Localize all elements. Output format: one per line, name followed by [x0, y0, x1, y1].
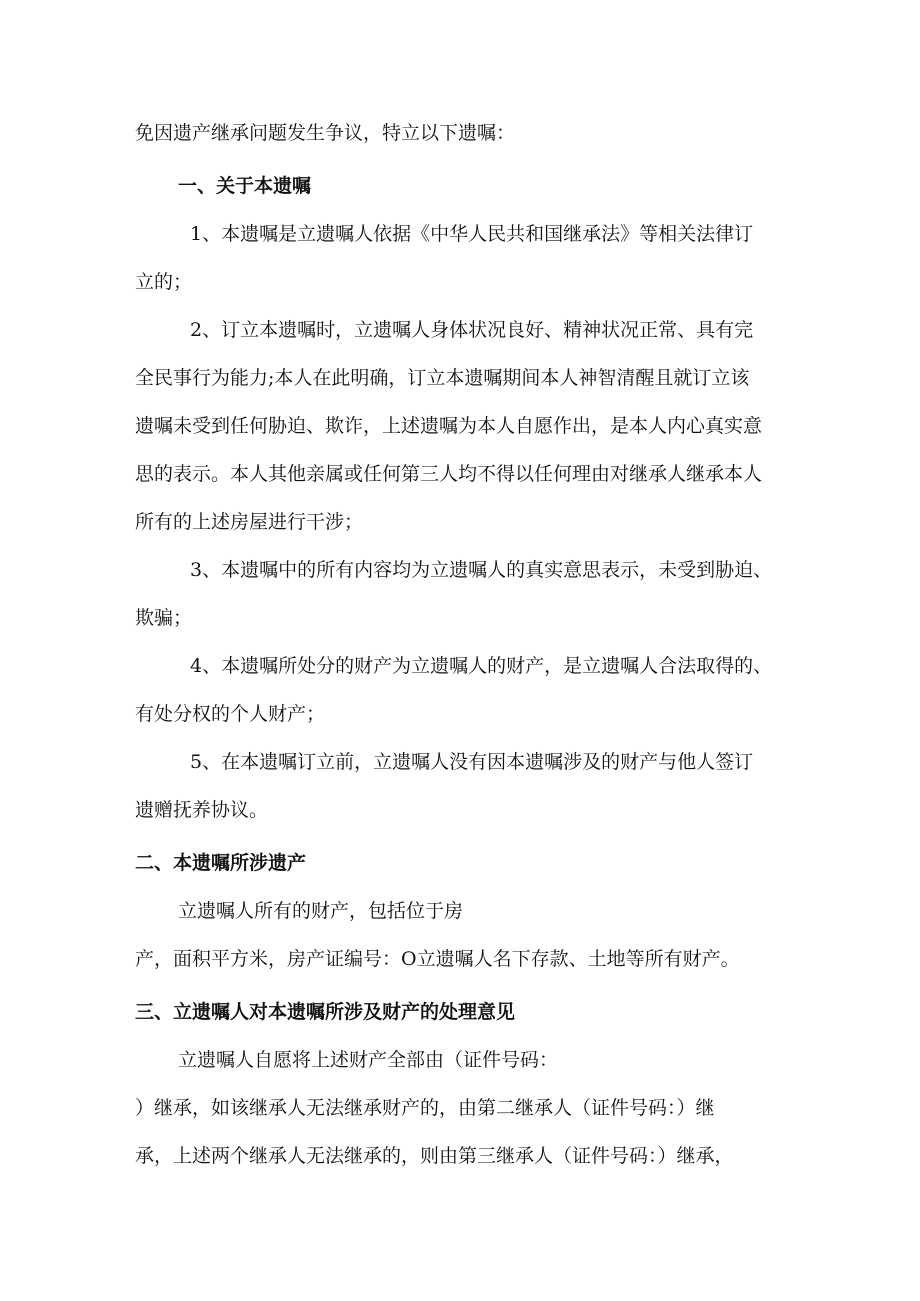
section-2-line-2: 产，面积平方米，房产证编号：O立遗嘱人名下存款、土地等所有财产。 — [135, 948, 740, 970]
item-2-line-2: 全民事行为能力;本人在此明确，订立本遗嘱期间本人神智清醒且就订立该 — [135, 367, 750, 389]
item-3-line-1: 3、本遗嘱中的所有内容均为立遗嘱人的真实意思表示，未受到胁迫、 — [190, 559, 773, 581]
item-1-line-2: 立的； — [135, 271, 193, 293]
section-1-heading: 一、关于本遗嘱 — [178, 175, 312, 197]
section-3-line-1: 立遗嘱人自愿将上述财产全部由（证件号码： — [178, 1049, 559, 1071]
section-2-line-1: 立遗嘱人所有的财产，包括位于房 — [178, 900, 464, 922]
item-5-line-1: 5、在本遗嘱订立前，立遗嘱人没有因本遗嘱涉及的财产与他人签订 — [190, 751, 754, 773]
item-1-line-1: 1、本遗嘱是立遗嘱人依据《中华人民共和国继承法》等相关法律订 — [190, 223, 754, 245]
section-3-heading: 三、立遗嘱人对本遗嘱所涉及财产的处理意见 — [135, 1001, 516, 1023]
intro-line: 免因遗产继承问题发生争议，特立以下遗嘱： — [135, 122, 516, 144]
item-3-line-2: 欺骗； — [135, 607, 193, 629]
section-2-heading: 二、本遗嘱所涉遗产 — [135, 852, 307, 874]
item-2-line-1: 2、订立本遗嘱时，立遗嘱人身体状况良好、精神状况正常、具有完 — [190, 319, 754, 341]
item-2-line-5: 所有的上述房屋进行干涉； — [135, 511, 364, 533]
item-2-line-4: 思的表示。本人其他亲属或任何第三人均不得以任何理由对继承人继承本人 — [135, 463, 763, 485]
item-4-line-2: 有处分权的个人财产； — [135, 703, 326, 725]
section-3-line-3: 承，上述两个继承人无法继承的，则由第三继承人（证件号码：）继承， — [135, 1145, 734, 1167]
item-4-line-1: 4、本遗嘱所处分的财产为立遗嘱人的财产，是立遗嘱人合法取得的、 — [190, 655, 773, 677]
section-3-line-2: ）继承，如该继承人无法继承财产的，由第二继承人（证件号码：）继 — [135, 1097, 715, 1119]
item-2-line-3: 遗嘱未受到任何胁迫、欺诈，上述遗嘱为本人自愿作出，是本人内心真实意 — [135, 415, 763, 437]
item-5-line-2: 遗赠抚养协议。 — [135, 799, 269, 821]
